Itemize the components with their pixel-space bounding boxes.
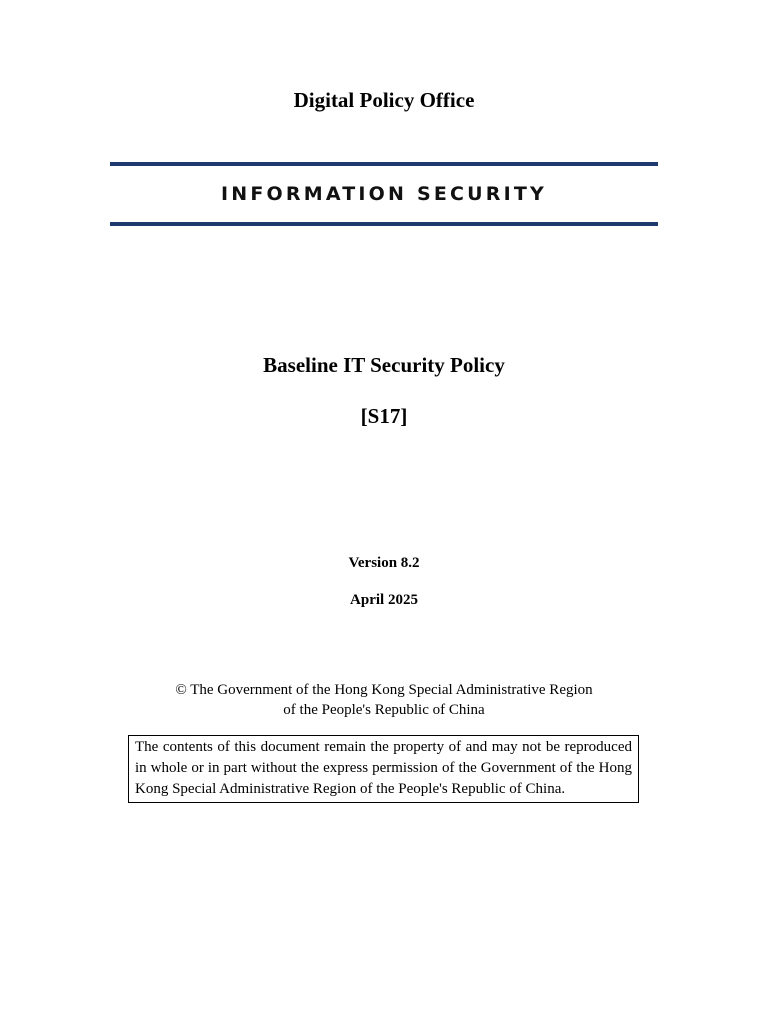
copyright-line-1: © The Government of the Hong Kong Special Administrative Region — [175, 682, 593, 698]
organization-title: Digital Policy Office — [293, 88, 475, 112]
document-code: [S17] — [360, 404, 408, 428]
document-version: Version 8.2 — [348, 555, 420, 571]
section-banner: INFORMATION SECURITY — [220, 183, 548, 205]
banner-bottom-rule — [110, 222, 658, 226]
document-title: Baseline IT Security Policy — [263, 353, 505, 377]
copyright-statement — [0, 680, 768, 720]
document-date: April 2025 — [350, 592, 418, 608]
copyright-line-2: of the People's Republic of China — [283, 702, 485, 718]
property-notice-box: The contents of this document remain the property of and may not be reproduced in whole or in part without the express permission of the Government of the Hong Kong Special Administrative Region of the People's Republic of China. — [128, 735, 639, 803]
banner-top-rule — [110, 162, 658, 166]
